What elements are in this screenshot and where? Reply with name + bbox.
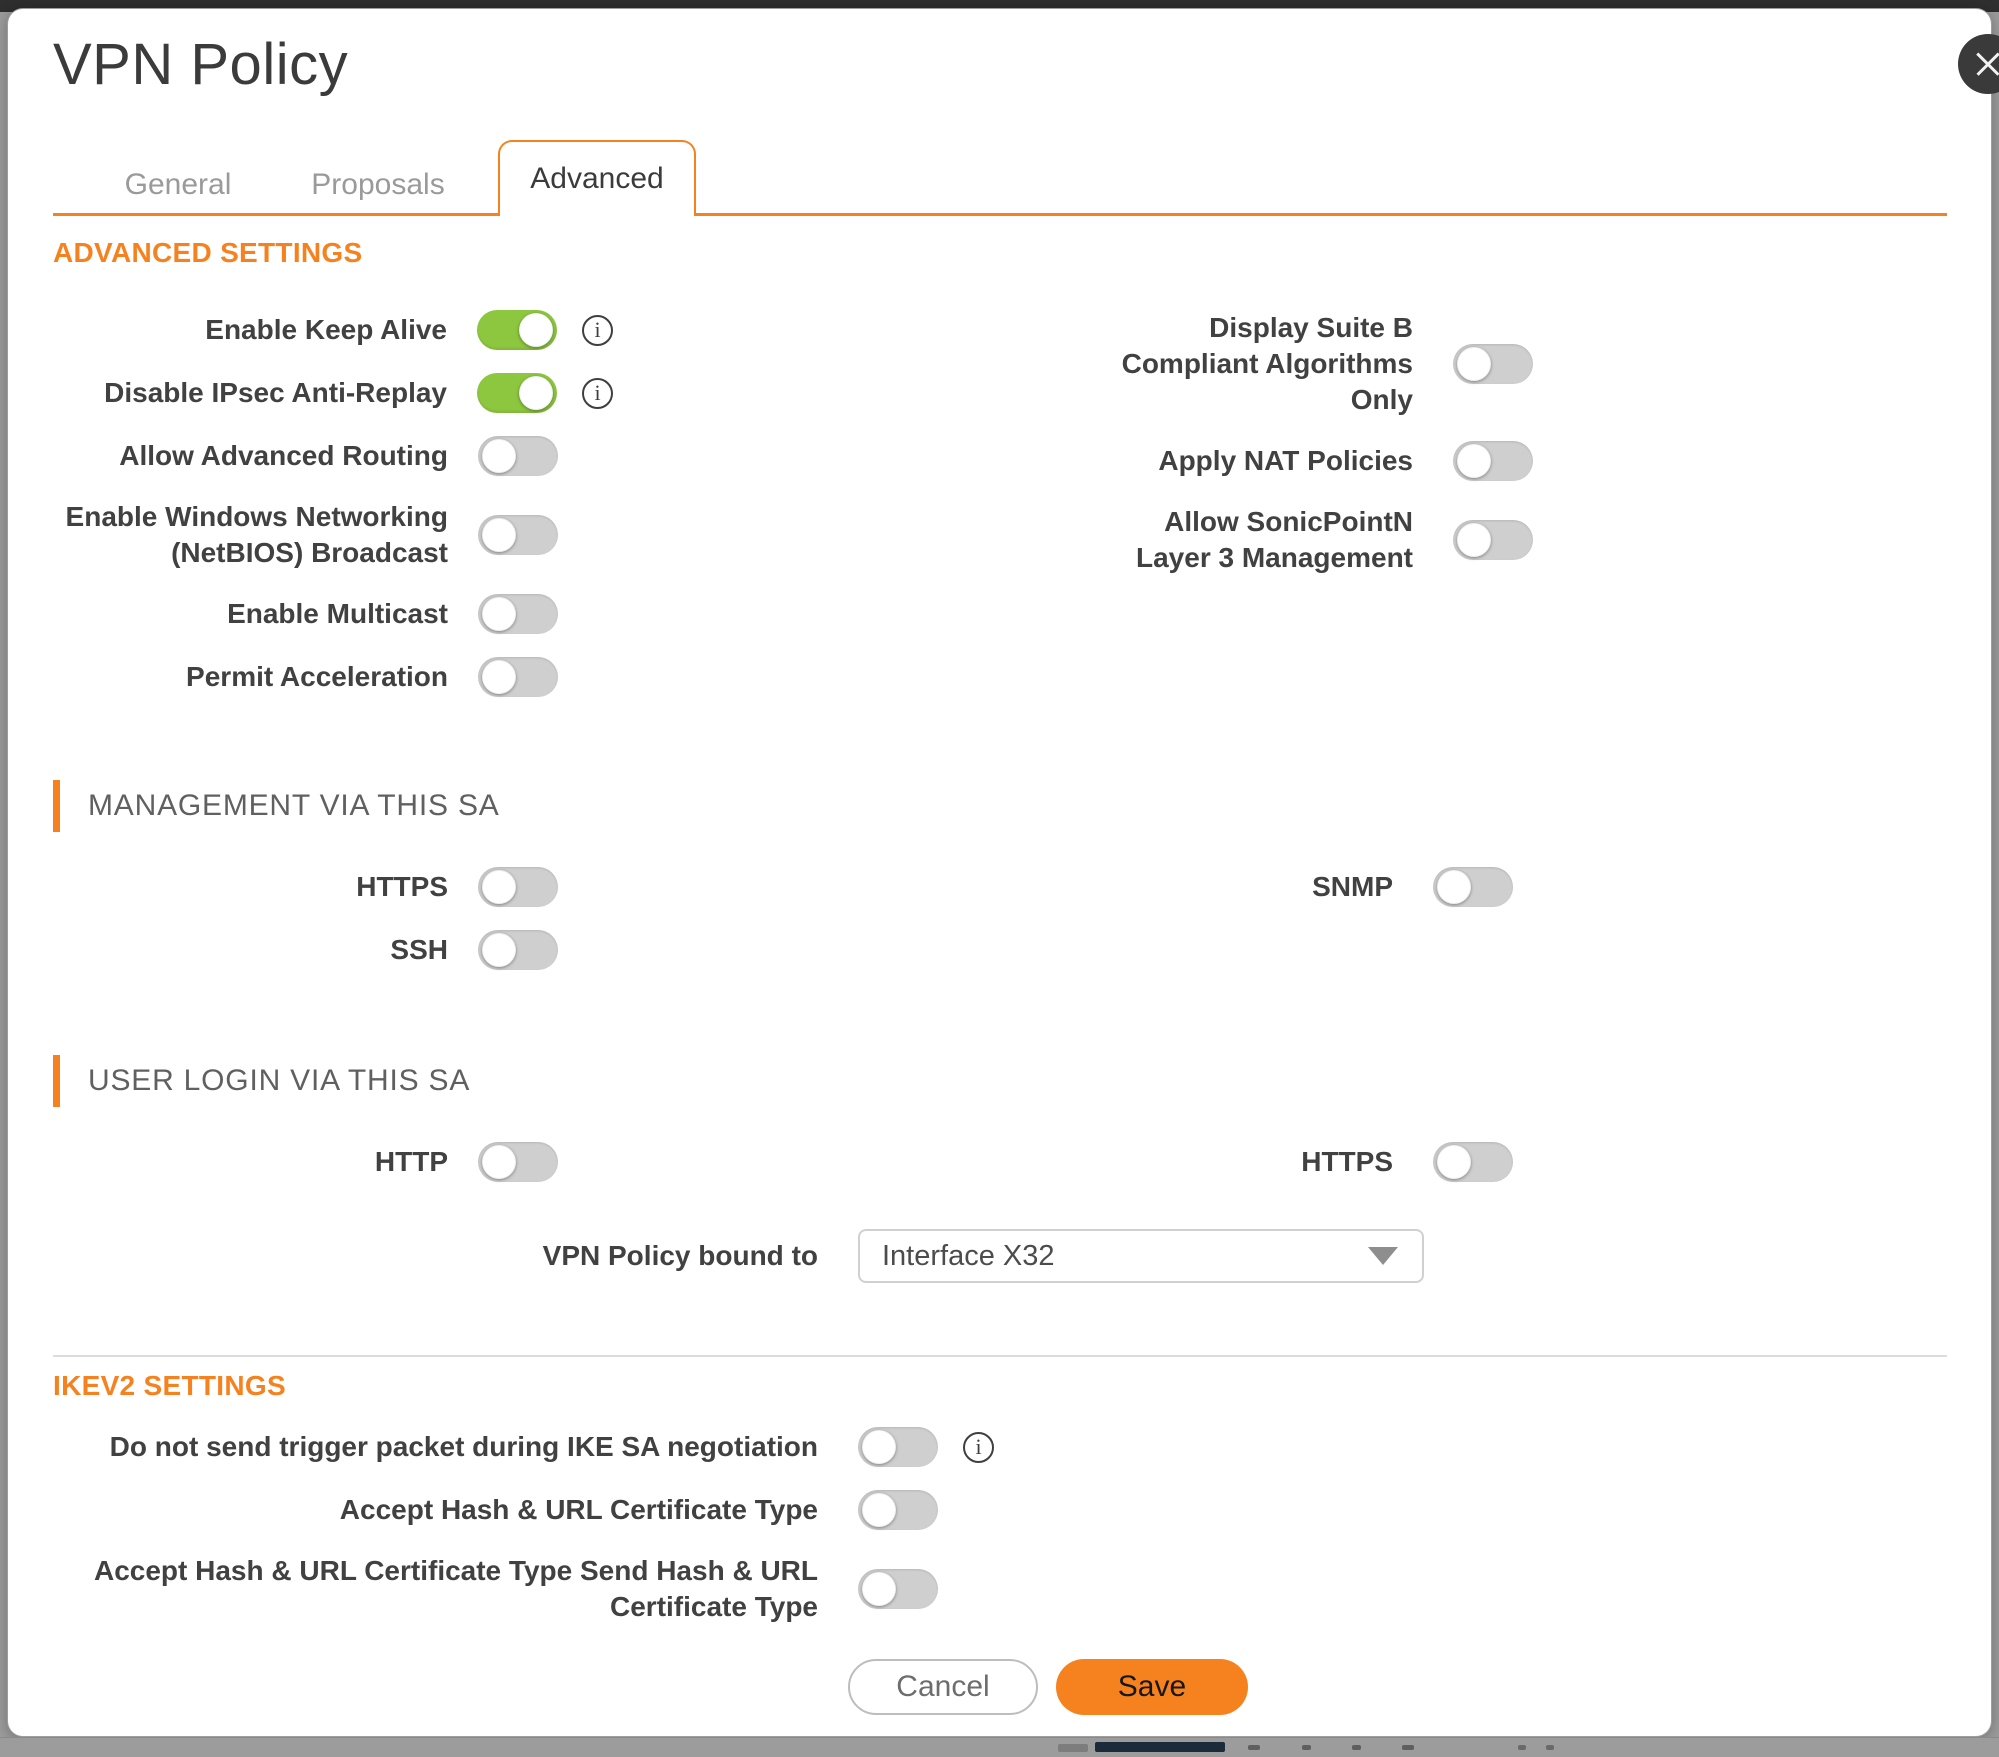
setting-row bbox=[53, 499, 613, 571]
setting-row bbox=[53, 657, 613, 697]
setting-row bbox=[53, 373, 613, 413]
ikev2-rows bbox=[53, 1427, 1947, 1625]
setting-row bbox=[53, 930, 613, 970]
management-right-column bbox=[1083, 867, 1513, 930]
management-rows bbox=[53, 867, 1947, 993]
setting-row bbox=[1083, 504, 1533, 576]
dialog-content bbox=[8, 238, 1991, 1715]
toggle-knob bbox=[482, 1145, 516, 1179]
user-login-left-column bbox=[53, 1142, 613, 1205]
setting-row bbox=[53, 594, 613, 634]
selected-interface-value: Interface X32 bbox=[882, 1239, 1055, 1272]
toggle-display-suite-b-compliant-algorithms-only[interactable] bbox=[1453, 344, 1533, 384]
info-icon[interactable] bbox=[582, 315, 613, 346]
setting-label: Allow Advanced Routing bbox=[119, 440, 448, 471]
info-icon[interactable] bbox=[963, 1432, 994, 1463]
section-advanced-settings-heading: ADVANCED SETTINGS bbox=[53, 237, 363, 268]
setting-row bbox=[1083, 310, 1533, 418]
setting-label: HTTPS bbox=[1301, 1146, 1393, 1177]
toggle-apply-nat-policies[interactable] bbox=[1453, 441, 1533, 481]
tab-advanced[interactable]: Advanced bbox=[498, 140, 696, 216]
setting-row bbox=[53, 1490, 1947, 1530]
section-divider bbox=[53, 1355, 1947, 1357]
toggle-knob bbox=[1457, 523, 1491, 557]
toggle-disable-ipsec-anti-replay[interactable] bbox=[477, 373, 557, 413]
toggle-knob bbox=[1437, 1145, 1471, 1179]
setting-label: Enable Keep Alive bbox=[205, 314, 447, 345]
user-login-right-column bbox=[1083, 1142, 1513, 1205]
vpn-policy-dialog bbox=[7, 8, 1992, 1737]
save-button[interactable]: Save bbox=[1056, 1659, 1248, 1715]
advanced-settings-rows bbox=[53, 310, 1947, 720]
user-login-heading bbox=[53, 1055, 1947, 1107]
setting-row bbox=[1083, 1142, 1513, 1182]
tab-general[interactable]: General bbox=[124, 168, 232, 201]
toggle-knob bbox=[482, 660, 516, 694]
vpn-policy-bound-row bbox=[53, 1229, 1947, 1283]
setting-label: Display Suite B Compliant Algorithms Only bbox=[1121, 312, 1413, 415]
setting-row bbox=[1083, 867, 1513, 907]
toggle-knob bbox=[482, 870, 516, 904]
toggle-no-trigger-packet-during-ike-sa-negotiation[interactable] bbox=[858, 1427, 938, 1467]
toggle-management-ssh[interactable] bbox=[478, 930, 558, 970]
backdrop-page-fragment bbox=[1248, 1745, 1260, 1750]
section-accent-bar bbox=[53, 1055, 60, 1107]
toggle-knob bbox=[1437, 870, 1471, 904]
toggle-knob bbox=[862, 1430, 896, 1464]
advanced-right-column bbox=[1083, 310, 1533, 599]
toggle-knob bbox=[862, 1572, 896, 1606]
toggle-management-snmp[interactable] bbox=[1433, 867, 1513, 907]
cancel-button[interactable]: Cancel bbox=[848, 1659, 1038, 1715]
management-left-column bbox=[53, 867, 613, 993]
toggle-enable-multicast[interactable] bbox=[478, 594, 558, 634]
setting-row bbox=[1083, 441, 1533, 481]
setting-label: HTTPS bbox=[356, 871, 448, 902]
setting-row bbox=[53, 1427, 1947, 1467]
backdrop-page-fragment bbox=[1058, 1744, 1088, 1752]
management-heading bbox=[53, 780, 1947, 832]
toggle-knob bbox=[482, 597, 516, 631]
toggle-knob bbox=[519, 376, 553, 410]
section-heading-text: USER LOGIN VIA THIS SA bbox=[88, 1064, 471, 1097]
backdrop-page-bottom bbox=[0, 1737, 1999, 1757]
info-icon[interactable] bbox=[582, 378, 613, 409]
vpn-policy-bound-label: VPN Policy bound to bbox=[542, 1240, 818, 1271]
section-management-via-this-sa bbox=[53, 780, 1947, 993]
backdrop-page-fragment bbox=[1302, 1745, 1311, 1750]
setting-label: Accept Hash & URL Certificate Type bbox=[339, 1494, 818, 1525]
advanced-left-column bbox=[53, 310, 613, 720]
section-ikev2-settings-heading: IKEV2 SETTINGS bbox=[53, 1370, 286, 1401]
section-heading-text: MANAGEMENT VIA THIS SA bbox=[88, 789, 500, 822]
setting-row bbox=[53, 436, 613, 476]
toggle-knob bbox=[519, 313, 553, 347]
backdrop-page-fragment bbox=[1518, 1745, 1526, 1750]
toggle-knob bbox=[862, 1493, 896, 1527]
tab-bar bbox=[53, 138, 1947, 216]
toggle-enable-keep-alive[interactable] bbox=[477, 310, 557, 350]
setting-label: Accept Hash & URL Certificate Type Send Hash & URL Certificate Type bbox=[93, 1555, 818, 1622]
setting-row bbox=[53, 1553, 1947, 1625]
setting-row bbox=[53, 1142, 613, 1182]
toggle-user-login-http[interactable] bbox=[478, 1142, 558, 1182]
toggle-knob bbox=[482, 933, 516, 967]
toggle-enable-windows-networking-netbios-broadcast[interactable] bbox=[478, 515, 558, 555]
setting-label: SNMP bbox=[1312, 871, 1393, 902]
vpn-policy-bound-select[interactable] bbox=[858, 1229, 1424, 1283]
setting-row bbox=[53, 867, 613, 907]
setting-label: Do not send trigger packet during IKE SA negotiation bbox=[109, 1431, 818, 1462]
toggle-allow-advanced-routing[interactable] bbox=[478, 436, 558, 476]
setting-label: Apply NAT Policies bbox=[1158, 445, 1413, 476]
toggle-knob bbox=[482, 518, 516, 552]
backdrop-page-fragment bbox=[1402, 1745, 1414, 1750]
backdrop-page-fragment bbox=[1352, 1745, 1361, 1750]
chevron-down-icon bbox=[1368, 1247, 1398, 1265]
setting-label: Enable Windows Networking (NetBIOS) Broadcast bbox=[65, 501, 448, 568]
setting-label: SSH bbox=[390, 934, 448, 965]
page-title: VPN Policy bbox=[53, 32, 349, 97]
toggle-accept-hash-url-certificate-type[interactable] bbox=[858, 1490, 938, 1530]
setting-label: Enable Multicast bbox=[227, 598, 448, 629]
close-icon bbox=[1975, 51, 1999, 77]
toggle-allow-sonicpointn-layer3-management[interactable] bbox=[1453, 520, 1533, 560]
backdrop-page-fragment bbox=[1095, 1742, 1225, 1752]
user-login-rows bbox=[53, 1142, 1947, 1205]
setting-row bbox=[53, 310, 613, 350]
toggle-knob bbox=[1457, 444, 1491, 478]
toggle-permit-acceleration[interactable] bbox=[478, 657, 558, 697]
setting-label: Permit Acceleration bbox=[186, 661, 448, 692]
setting-label: HTTP bbox=[374, 1146, 448, 1177]
setting-label: Disable IPsec Anti-Replay bbox=[104, 377, 447, 408]
toggle-user-login-https[interactable] bbox=[1433, 1142, 1513, 1182]
section-accent-bar bbox=[53, 780, 60, 832]
toggle-accept-send-hash-url-certificate-type[interactable] bbox=[858, 1569, 938, 1609]
section-user-login-via-this-sa bbox=[53, 1055, 1947, 1283]
toggle-knob bbox=[482, 439, 516, 473]
dialog-actions bbox=[53, 1659, 1947, 1715]
tab-proposals[interactable]: Proposals bbox=[311, 168, 445, 201]
toggle-knob bbox=[1457, 347, 1491, 381]
toggle-management-https[interactable] bbox=[478, 867, 558, 907]
backdrop-page-fragment bbox=[1546, 1745, 1554, 1750]
setting-label: Allow SonicPointN Layer 3 Management bbox=[1136, 506, 1413, 573]
